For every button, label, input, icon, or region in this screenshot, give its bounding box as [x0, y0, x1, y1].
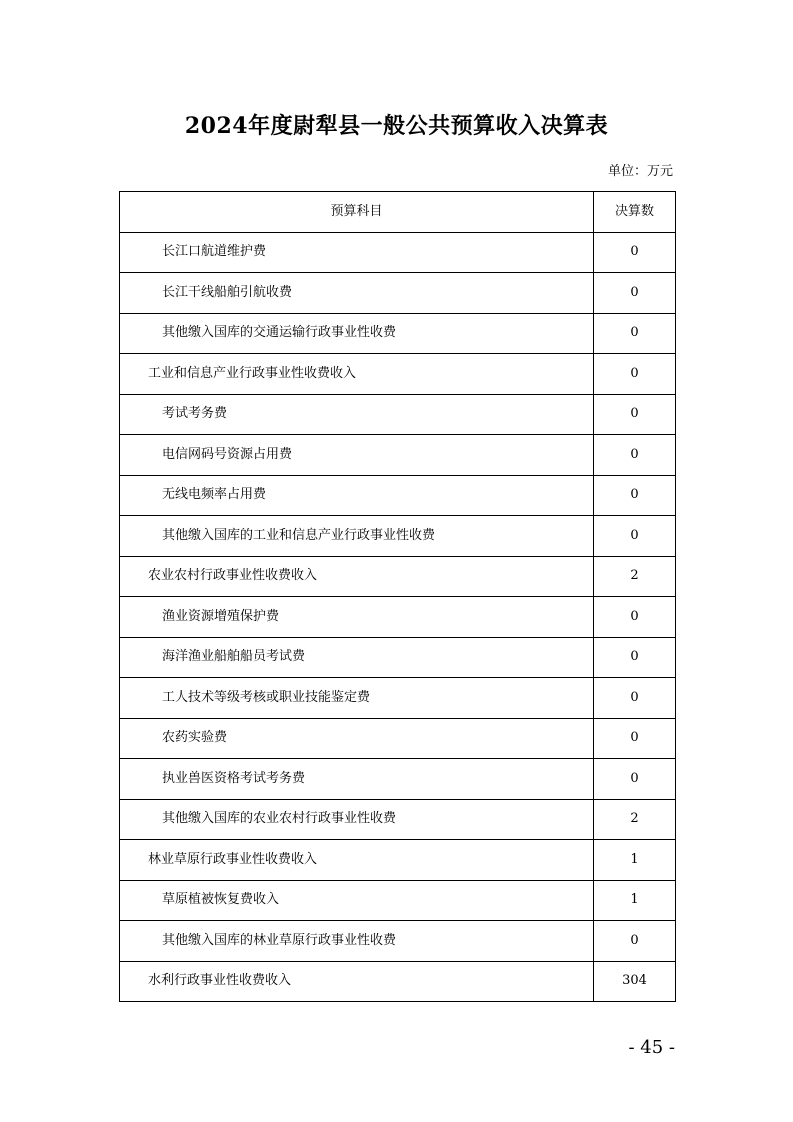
- table-header-row: [120, 192, 676, 233]
- row-budget-item: 其他缴入国库的林业草原行政事业性收费: [120, 921, 594, 962]
- table-row: [120, 232, 676, 273]
- row-final-amount: 1: [594, 840, 676, 881]
- row-budget-item: 农药实验费: [120, 718, 594, 759]
- table-row: [120, 678, 676, 719]
- row-budget-item: 其他缴入国库的农业农村行政事业性收费: [120, 799, 594, 840]
- budget-table: [119, 191, 676, 1002]
- row-budget-item: 电信网码号资源占用费: [120, 435, 594, 476]
- row-budget-item: 其他缴入国库的工业和信息产业行政事业性收费: [120, 516, 594, 557]
- table-row: [120, 394, 676, 435]
- header-final-amount: 决算数: [594, 192, 676, 233]
- row-final-amount: 2: [594, 556, 676, 597]
- table-row: [120, 880, 676, 921]
- table-row: [120, 354, 676, 395]
- row-final-amount: 304: [594, 961, 676, 1002]
- row-final-amount: 0: [594, 637, 676, 678]
- row-budget-item: 渔业资源增殖保护费: [120, 597, 594, 638]
- row-budget-item: 水利行政事业性收费收入: [120, 961, 594, 1002]
- row-final-amount: 0: [594, 759, 676, 800]
- row-final-amount: 0: [594, 232, 676, 273]
- row-budget-item: 其他缴入国库的交通运输行政事业性收费: [120, 313, 594, 354]
- row-final-amount: 0: [594, 394, 676, 435]
- row-final-amount: 0: [594, 718, 676, 759]
- row-budget-item: 无线电频率占用费: [120, 475, 594, 516]
- row-budget-item: 长江口航道维护费: [120, 232, 594, 273]
- table-row: [120, 475, 676, 516]
- header-budget-item: 预算科目: [120, 192, 594, 233]
- row-final-amount: 0: [594, 516, 676, 557]
- table-body: [120, 232, 676, 1002]
- table-row: [120, 516, 676, 557]
- row-final-amount: 0: [594, 354, 676, 395]
- row-budget-item: 工业和信息产业行政事业性收费收入: [120, 354, 594, 395]
- row-final-amount: 0: [594, 597, 676, 638]
- table-row: [120, 273, 676, 314]
- table-row: [120, 637, 676, 678]
- row-final-amount: 0: [594, 921, 676, 962]
- row-budget-item: 农业农村行政事业性收费收入: [120, 556, 594, 597]
- table-row: [120, 556, 676, 597]
- page-title: 2024年度尉犁县一般公共预算收入决算表: [184, 113, 609, 139]
- row-budget-item: 林业草原行政事业性收费收入: [120, 840, 594, 881]
- table-row: [120, 759, 676, 800]
- row-budget-item: 工人技术等级考核或职业技能鉴定费: [120, 678, 594, 719]
- row-final-amount: 0: [594, 435, 676, 476]
- table-row: [120, 840, 676, 881]
- table-row: [120, 921, 676, 962]
- row-final-amount: 0: [594, 273, 676, 314]
- row-budget-item: 草原植被恢复费收入: [120, 880, 594, 921]
- table-row: [120, 799, 676, 840]
- row-budget-item: 长江干线船舶引航收费: [120, 273, 594, 314]
- row-budget-item: 考试考务费: [120, 394, 594, 435]
- row-final-amount: 0: [594, 313, 676, 354]
- table-row: [120, 597, 676, 638]
- row-budget-item: 海洋渔业船舶船员考试费: [120, 637, 594, 678]
- row-budget-item: 执业兽医资格考试考务费: [120, 759, 594, 800]
- row-final-amount: 2: [594, 799, 676, 840]
- row-final-amount: 0: [594, 678, 676, 719]
- table-row: [120, 435, 676, 476]
- row-final-amount: 0: [594, 475, 676, 516]
- table-row: [120, 718, 676, 759]
- row-final-amount: 1: [594, 880, 676, 921]
- table-row: [120, 961, 676, 1002]
- unit-label: 单位：万元: [607, 164, 673, 179]
- table-row: [120, 313, 676, 354]
- page-number: - 45 -: [628, 1037, 675, 1058]
